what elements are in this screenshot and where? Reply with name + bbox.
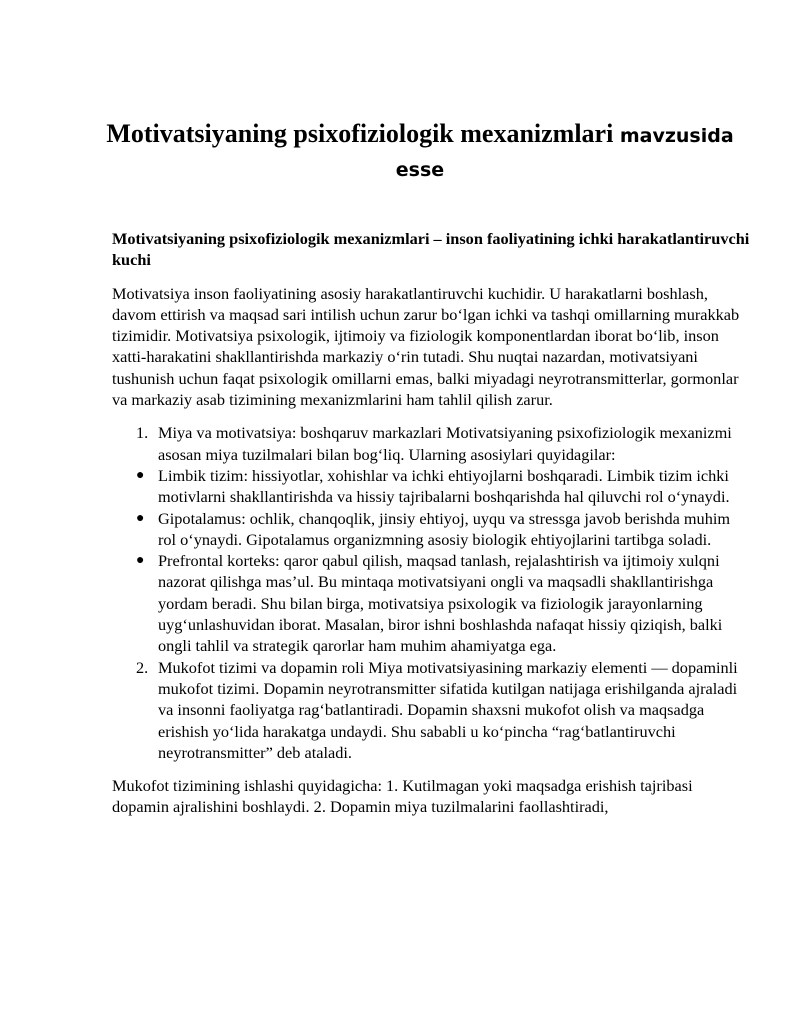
list-item-text: Miya va motivatsiya: boshqaruv markazlari Motivatsiyaning psixofiziologik mexanizmi asosan miya tuzilmalari bilan bog‘liq. Ularning asosiylari quyidagilar: <box>158 423 732 464</box>
bullet-text: Gipotalamus: ochlik, chanqoqlik, jinsiy ehtiyoj, uyqu va stressga javob berishda muhim rol o‘ynaydi. Gipotalamus organizmning asosiy biologik ehtiyojlarini tartibga soladi. <box>158 508 731 549</box>
bullet-icon: ● <box>136 467 145 483</box>
title-main: Motivatsiyaning psixofiziologik mexanizmlari <box>106 119 614 148</box>
list-number: 2. <box>136 657 149 677</box>
document-body <box>112 228 752 830</box>
document-title <box>80 118 760 186</box>
bullet-icon: ● <box>136 510 145 526</box>
bullet-text: Limbik tizim: hissiyotlar, xohishlar va ichki ehtiyojlarni boshqaradi. Limbik tizim ichki motivlarni shakllantirishda va hissiy tajribalarni boshqarishda hal qiluvchi rol o‘ynaydi. <box>158 465 730 507</box>
list-number: 1. <box>136 423 149 443</box>
numbered-item-1 <box>112 422 752 465</box>
section-heading: Motivatsiyaning psixofiziologik mexanizmlari – inson faoliyatining ichki harakatlantiruvchi kuchi <box>112 229 750 270</box>
title-suffix: mavzusida esse <box>395 125 734 181</box>
bullet-item-limbik <box>112 465 752 508</box>
bullet-icon: ● <box>136 553 145 569</box>
intro-paragraph: Motivatsiya inson faoliyatining asosiy harakatlantiruvchi kuchidir. U harakatlarni boshlash, davom ettirish va maqsad sari intilish uchun zarur bo‘lgan ichki va tashqi omillarning murakkab tizimidir. Motivatsiya psixologik, ijtimoiy va fiziologik komponentlardan iborat bo‘lib, inson xatti-harakatini shakllantirishda markaziy o‘rin tutadi. Shu nuqtai nazardan, motivatsiyani tushunish uchun faqat psixologik omillarni emas, balki miyadagi neyrotransmitterlar, gormonlar va markaziy asab tizimining mexanizmlarini ham tahlil qilish zarur. <box>112 283 740 410</box>
bullet-item-gipotalamus <box>112 508 752 551</box>
numbered-item-2 <box>112 657 752 763</box>
main-list <box>112 422 752 763</box>
closing-paragraph: Mukofot tizimining ishlashi quyidagicha: 1. Kutilmagan yoki maqsadga erishish tajribasi dopamin ajralishini boshlaydi. 2. Dopamin miya tuzilmalarini faollashtiradi, <box>112 776 693 817</box>
bullet-text: Prefrontal korteks: qaror qabul qilish, maqsad tanlash, rejalashtirish va ijtimoiy xulqni nazorat qilishga mas’ul. Bu mintaqa motivatsiyani ongli va maqsadli shakllantirishga yordam beradi. Shu bilan birga, motivatsiya psixologik va fiziologik jarayonlarning uyg‘unlashuvidan iborat. Masalan, biror ishni boshlashda nafaqat hissiy qiziqish, balki ongli tahlil va strategik qarorlar ham muhim ahamiyatga ega. <box>158 551 723 656</box>
bullet-item-prefrontal <box>112 550 752 656</box>
list-item-text: Mukofot tizimi va dopamin roli Miya motivatsiyasining markaziy elementi — dopaminli mukofot tizimi. Dopamin neyrotransmitter sifatida kutilgan natijaga erishilganda ajraladi va insonni faoliyatga rag‘batlantiradi. Dopamin shaxsni mukofot olish va maqsadga erishish yo‘lida harakatga undaydi. Shu sababli u ko‘pincha “rag‘batlantiruvchi neyrotransmitter” deb ataladi. <box>158 657 738 762</box>
